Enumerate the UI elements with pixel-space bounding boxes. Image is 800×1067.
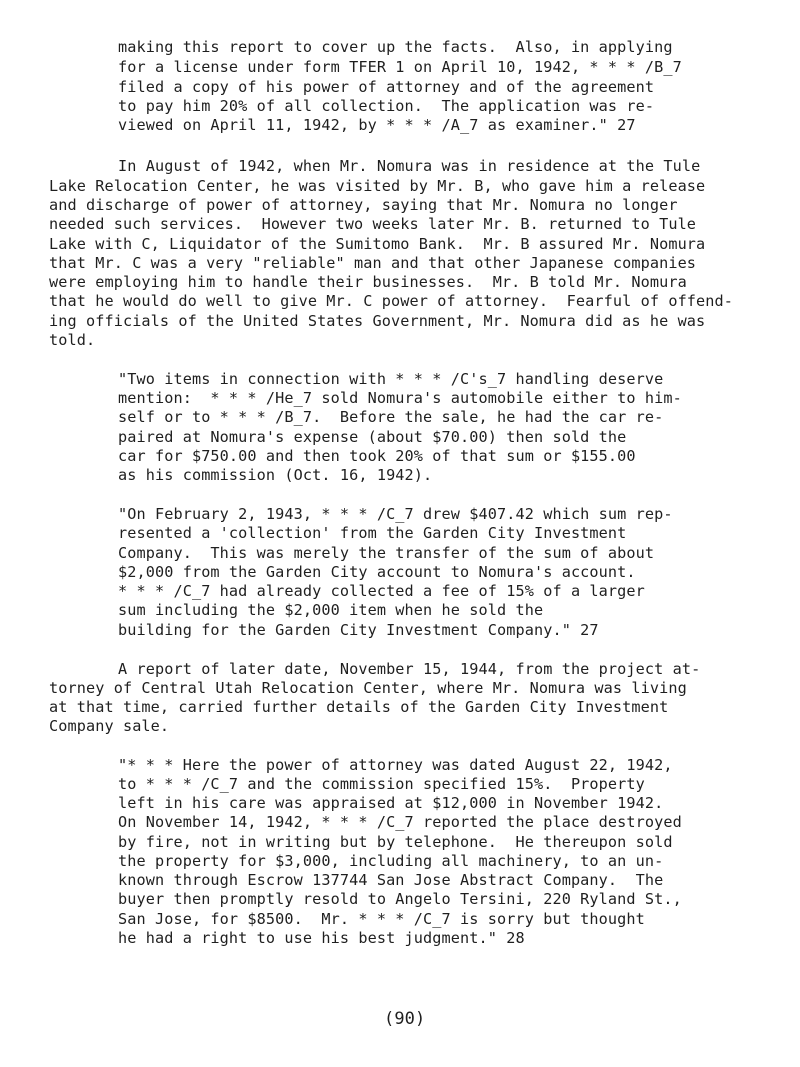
text-line: "Two items in connection with * * * /C's_7 handling deserve: [118, 370, 664, 388]
text-line: A report of later date, November 15, 1944, from the project at-: [118, 660, 701, 678]
text-line: Lake with C, Liquidator of the Sumitomo Bank. Mr. B assured Mr. Nomura: [49, 235, 706, 253]
text-line: as his commission (Oct. 16, 1942).: [118, 466, 433, 484]
text-line: needed such services. However two weeks later Mr. B. returned to Tule: [49, 215, 697, 233]
text-line: In August of 1942, when Mr. Nomura was in residence at the Tule: [118, 157, 701, 175]
text-line: car for $750.00 and then took 20% of that sum or $155.00: [118, 447, 636, 465]
text-line: Company sale.: [49, 717, 170, 735]
text-line: self or to * * * /B_7. Before the sale, he had the car re-: [118, 408, 664, 426]
text-line: mention: * * * /He_7 sold Nomura's automobile either to him-: [118, 389, 682, 407]
text-line: to pay him 20% of all collection. The application was re-: [118, 97, 655, 115]
text-line: ing officials of the United States Government, Mr. Nomura did as he was: [49, 312, 706, 330]
text-line: paired at Nomura's expense (about $70.00) then sold the: [118, 428, 627, 446]
text-line: $2,000 from the Garden City account to Nomura's account.: [118, 563, 636, 581]
text-line: and discharge of power of attorney, saying that Mr. Nomura no longer: [49, 196, 678, 214]
text-line: for a license under form TFER 1 on April 10, 1942, * * * /B_7: [118, 58, 682, 76]
text-line: buyer then promptly resold to Angelo Tersini, 220 Ryland St.,: [118, 890, 682, 908]
text-line: "* * * Here the power of attorney was dated August 22, 1942,: [118, 756, 673, 774]
text-line: sum including the $2,000 item when he sold the: [118, 601, 544, 619]
text-line: known through Escrow 137744 San Jose Abstract Company. The: [118, 871, 664, 889]
text-line: "On February 2, 1943, * * * /C_7 drew $407.42 which sum rep-: [118, 505, 673, 523]
text-line: he had a right to use his best judgment." 28: [118, 929, 525, 947]
text-line: at that time, carried further details of the Garden City Investment: [49, 698, 669, 716]
text-line: resented a 'collection' from the Garden City Investment: [118, 524, 627, 542]
text-line: Lake Relocation Center, he was visited by Mr. B, who gave him a release: [49, 177, 706, 195]
text-line: making this report to cover up the facts. Also, in applying: [118, 38, 673, 56]
text-line: the property for $3,000, including all machinery, to an un-: [118, 852, 664, 870]
text-line: that he would do well to give Mr. C power of attorney. Fearful of offend-: [49, 292, 734, 310]
text-line: were employing him to handle their businesses. Mr. B told Mr. Nomura: [49, 273, 687, 291]
text-line: torney of Central Utah Relocation Center, where Mr. Nomura was living: [49, 679, 687, 697]
text-line: that Mr. C was a very "reliable" man and that other Japanese companies: [49, 254, 697, 272]
text-line: On November 14, 1942, * * * /C_7 reported the place destroyed: [118, 813, 682, 831]
page-number: (90): [384, 1009, 426, 1029]
text-line: Company. This was merely the transfer of the sum of about: [118, 544, 655, 562]
text-line: filed a copy of his power of attorney and of the agreement: [118, 78, 655, 96]
text-line: San Jose, for $8500. Mr. * * * /C_7 is sorry but thought: [118, 910, 645, 928]
text-line: building for the Garden City Investment Company." 27: [118, 621, 599, 639]
text-line: told.: [49, 331, 96, 349]
text-line: * * * /C_7 had already collected a fee of 15% of a larger: [118, 582, 645, 600]
text-line: left in his care was appraised at $12,000 in November 1942.: [118, 794, 664, 812]
text-line: by fire, not in writing but by telephone. He thereupon sold: [118, 833, 673, 851]
text-line: to * * * /C_7 and the commission specified 15%. Property: [118, 775, 645, 793]
text-line: viewed on April 11, 1942, by * * * /A_7 as examiner." 27: [118, 116, 636, 134]
